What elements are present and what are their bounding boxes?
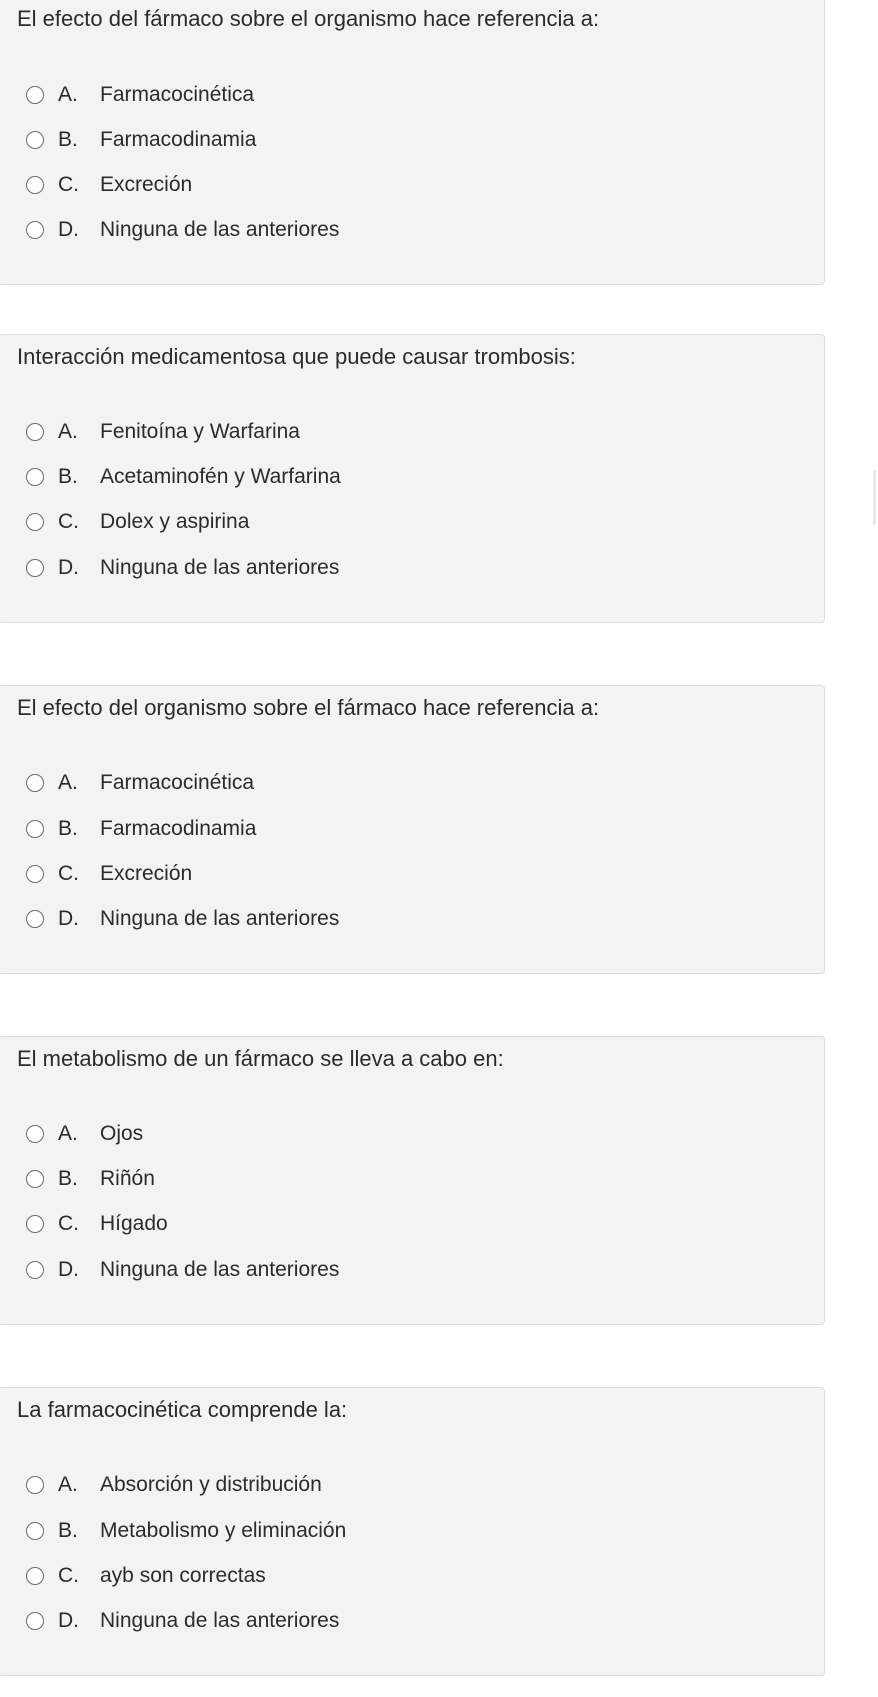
question-text: Interacción medicamentosa que puede causar trombosis: xyxy=(17,344,576,369)
option-b[interactable] xyxy=(26,1164,155,1194)
radio-button-icon[interactable] xyxy=(26,820,44,838)
radio-button-icon[interactable] xyxy=(26,1522,44,1540)
option-c[interactable] xyxy=(26,859,192,889)
option-label: Excreción xyxy=(100,173,193,196)
radio-button-icon[interactable] xyxy=(26,176,44,194)
option-label: Ninguna de las anteriores xyxy=(100,1609,340,1632)
question-text: El efecto del organismo sobre el fármaco hace referencia a: xyxy=(17,695,600,720)
option-a[interactable] xyxy=(26,768,254,798)
option-letter: B. xyxy=(58,1167,78,1190)
option-label: ayb son correctas xyxy=(100,1564,266,1587)
radio-button-icon[interactable] xyxy=(26,513,44,531)
option-label: Absorción y distribución xyxy=(100,1473,322,1496)
radio-button-icon[interactable] xyxy=(26,774,44,792)
option-label: Dolex y aspirina xyxy=(100,510,250,533)
radio-button-icon[interactable] xyxy=(26,1215,44,1233)
option-label: Farmacocinética xyxy=(100,771,255,794)
option-letter: D. xyxy=(58,556,79,579)
radio-button-icon[interactable] xyxy=(26,1170,44,1188)
radio-button-icon[interactable] xyxy=(26,86,44,104)
option-b[interactable] xyxy=(26,814,256,844)
option-label: Riñón xyxy=(100,1167,155,1190)
option-label: Ninguna de las anteriores xyxy=(100,907,340,930)
option-letter: D. xyxy=(58,218,79,241)
option-label: Farmacocinética xyxy=(100,83,255,106)
option-d[interactable] xyxy=(26,904,339,934)
option-a[interactable] xyxy=(26,417,300,447)
option-d[interactable] xyxy=(26,1255,339,1285)
option-letter: A. xyxy=(58,1473,78,1496)
option-a[interactable] xyxy=(26,80,254,110)
option-c[interactable] xyxy=(26,507,249,537)
question-card-1 xyxy=(0,0,825,285)
radio-button-icon[interactable] xyxy=(26,1125,44,1143)
radio-button-icon[interactable] xyxy=(26,423,44,441)
question-card-5 xyxy=(0,1387,825,1676)
option-letter: D. xyxy=(58,1258,79,1281)
option-letter: C. xyxy=(58,510,79,533)
option-label: Hígado xyxy=(100,1212,168,1235)
question-text: El efecto del fármaco sobre el organismo hace referencia a: xyxy=(17,6,600,31)
option-label: Excreción xyxy=(100,862,193,885)
scrollbar-thumb[interactable] xyxy=(873,470,876,525)
radio-button-icon[interactable] xyxy=(26,559,44,577)
option-c[interactable] xyxy=(26,1209,168,1239)
question-text: La farmacocinética comprende la: xyxy=(17,1397,348,1422)
option-label: Farmacodinamia xyxy=(100,128,257,151)
option-b[interactable] xyxy=(26,125,256,155)
option-letter: B. xyxy=(58,817,78,840)
option-letter: A. xyxy=(58,420,78,443)
option-d[interactable] xyxy=(26,553,339,583)
option-c[interactable] xyxy=(26,1561,266,1591)
option-letter: C. xyxy=(58,1212,79,1235)
radio-button-icon[interactable] xyxy=(26,1567,44,1585)
option-a[interactable] xyxy=(26,1470,322,1500)
option-letter: B. xyxy=(58,1519,78,1542)
radio-button-icon[interactable] xyxy=(26,1261,44,1279)
option-label: Ojos xyxy=(100,1122,144,1145)
option-a[interactable] xyxy=(26,1119,143,1149)
radio-button-icon[interactable] xyxy=(26,468,44,486)
radio-button-icon[interactable] xyxy=(26,221,44,239)
option-letter: D. xyxy=(58,907,79,930)
option-letter: A. xyxy=(58,1122,78,1145)
option-letter: C. xyxy=(58,173,79,196)
radio-button-icon[interactable] xyxy=(26,910,44,928)
option-letter: C. xyxy=(58,862,79,885)
question-text: El metabolismo de un fármaco se lleva a cabo en: xyxy=(17,1046,504,1071)
option-label: Fenitoína y Warfarina xyxy=(100,420,300,443)
option-label: Metabolismo y eliminación xyxy=(100,1519,347,1542)
option-label: Ninguna de las anteriores xyxy=(100,556,340,579)
radio-button-icon[interactable] xyxy=(26,1612,44,1630)
option-letter: A. xyxy=(58,83,78,106)
radio-button-icon[interactable] xyxy=(26,131,44,149)
option-letter: B. xyxy=(58,128,78,151)
option-c[interactable] xyxy=(26,170,192,200)
option-letter: D. xyxy=(58,1609,79,1632)
option-d[interactable] xyxy=(26,1606,339,1636)
option-letter: C. xyxy=(58,1564,79,1587)
option-label: Acetaminofén y Warfarina xyxy=(100,465,341,488)
question-card-4 xyxy=(0,1036,825,1325)
option-label: Farmacodinamia xyxy=(100,817,257,840)
option-b[interactable] xyxy=(26,1516,346,1546)
option-letter: A. xyxy=(58,771,78,794)
radio-button-icon[interactable] xyxy=(26,865,44,883)
option-b[interactable] xyxy=(26,462,341,492)
option-letter: B. xyxy=(58,465,78,488)
option-d[interactable] xyxy=(26,215,339,245)
question-card-2 xyxy=(0,334,825,623)
question-card-3 xyxy=(0,685,825,974)
option-label: Ninguna de las anteriores xyxy=(100,218,340,241)
option-label: Ninguna de las anteriores xyxy=(100,1258,340,1281)
radio-button-icon[interactable] xyxy=(26,1476,44,1494)
